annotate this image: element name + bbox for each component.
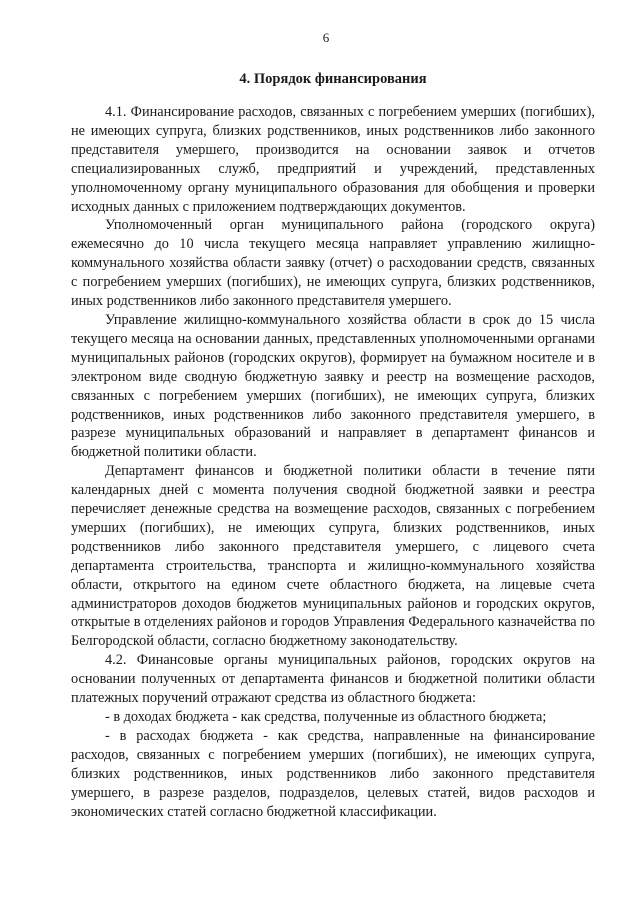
paragraph-authorized-body: Уполномоченный орган муниципального района (городского округа) ежемесячно до 10 числа текущего месяца направляет управлению жилищно-коммунального хозяйства области заявку (отчет) о расходовании средств, связанных с погребением умерших (погибших), не имеющих супруга, близких родственников, иных родственников либо законного представителя умершего. (71, 217, 595, 310)
paragraph-4-1: 4.1. Финансирование расходов, связанных с погребением умерших (погибших), не имеющих супруга, близких родственников, иных родственников либо законного представителя умершего, производится на основании заявок и отчетов специализированных служб, предприятий и учреждений, представленных уполномоченному органу муниципального образования для обобщения и проверки исходных данных с приложением подтверждающих документов. (71, 104, 595, 215)
section-heading: 4. Порядок финансирования (239, 71, 427, 87)
paragraph-4-2: 4.2. Финансовые органы муниципальных районов, городских округов на основании полученных от департамента финансов и бюджетной политики области платежных поручений отражают средства из областного бюджета: (71, 652, 595, 707)
list-item-revenues: - в доходах бюджета - как средства, полученные из областного бюджета; (105, 709, 547, 725)
page-number: 6 (322, 30, 330, 45)
paragraph-housing-department: Управление жилищно-коммунального хозяйства области в срок до 15 числа текущего месяца на основании данных, представленных уполномоченными органами муниципальных районов (городских округов), формирует на бумажном носителе и в электроном виде сводную бюджетную заявку и реестр на возмещение расходов, связанных с погребением умерших (погибших), не имеющих супруга, близких родственников, иных родственников либо законного представителя умершего, в разрезе муниципальных образований и направляет в департамент финансов и бюджетной политики области. (71, 311, 595, 461)
list-item-expenditures: - в расходах бюджета - как средства, направленные на финансирование расходов, связанных с погребением умерших (погибших), не имеющих супруга, близких родственников, иных родственников либо законного представителя умершего, в разрезе разделов, подразделов, целевых статей, видов расходов и экономических статей согласно бюджетной классификации. (71, 727, 595, 820)
paragraph-finance-department: Департамент финансов и бюджетной политики области в течение пяти календарных дней с момента получения сводной бюджетной заявки и реестра перечисляет денежные средства на возмещение расходов, связанных с погребением умерших (погибших), не имеющих супруга, близких родственников, иных родственников либо законного представителя умершего, с лицевого счета департамента строительства, транспорта и жилищно-коммунального хозяйства области, открытого на едином счете областного бюджета, на лицевые счета администраторов доходов бюджетов муниципальных районов и городских округов, открытые в отделениях районов и городов Управления Федерального казначейства по Белгородской области, согласно бюджетному законодательству. (71, 463, 595, 650)
section-body (71, 103, 595, 821)
